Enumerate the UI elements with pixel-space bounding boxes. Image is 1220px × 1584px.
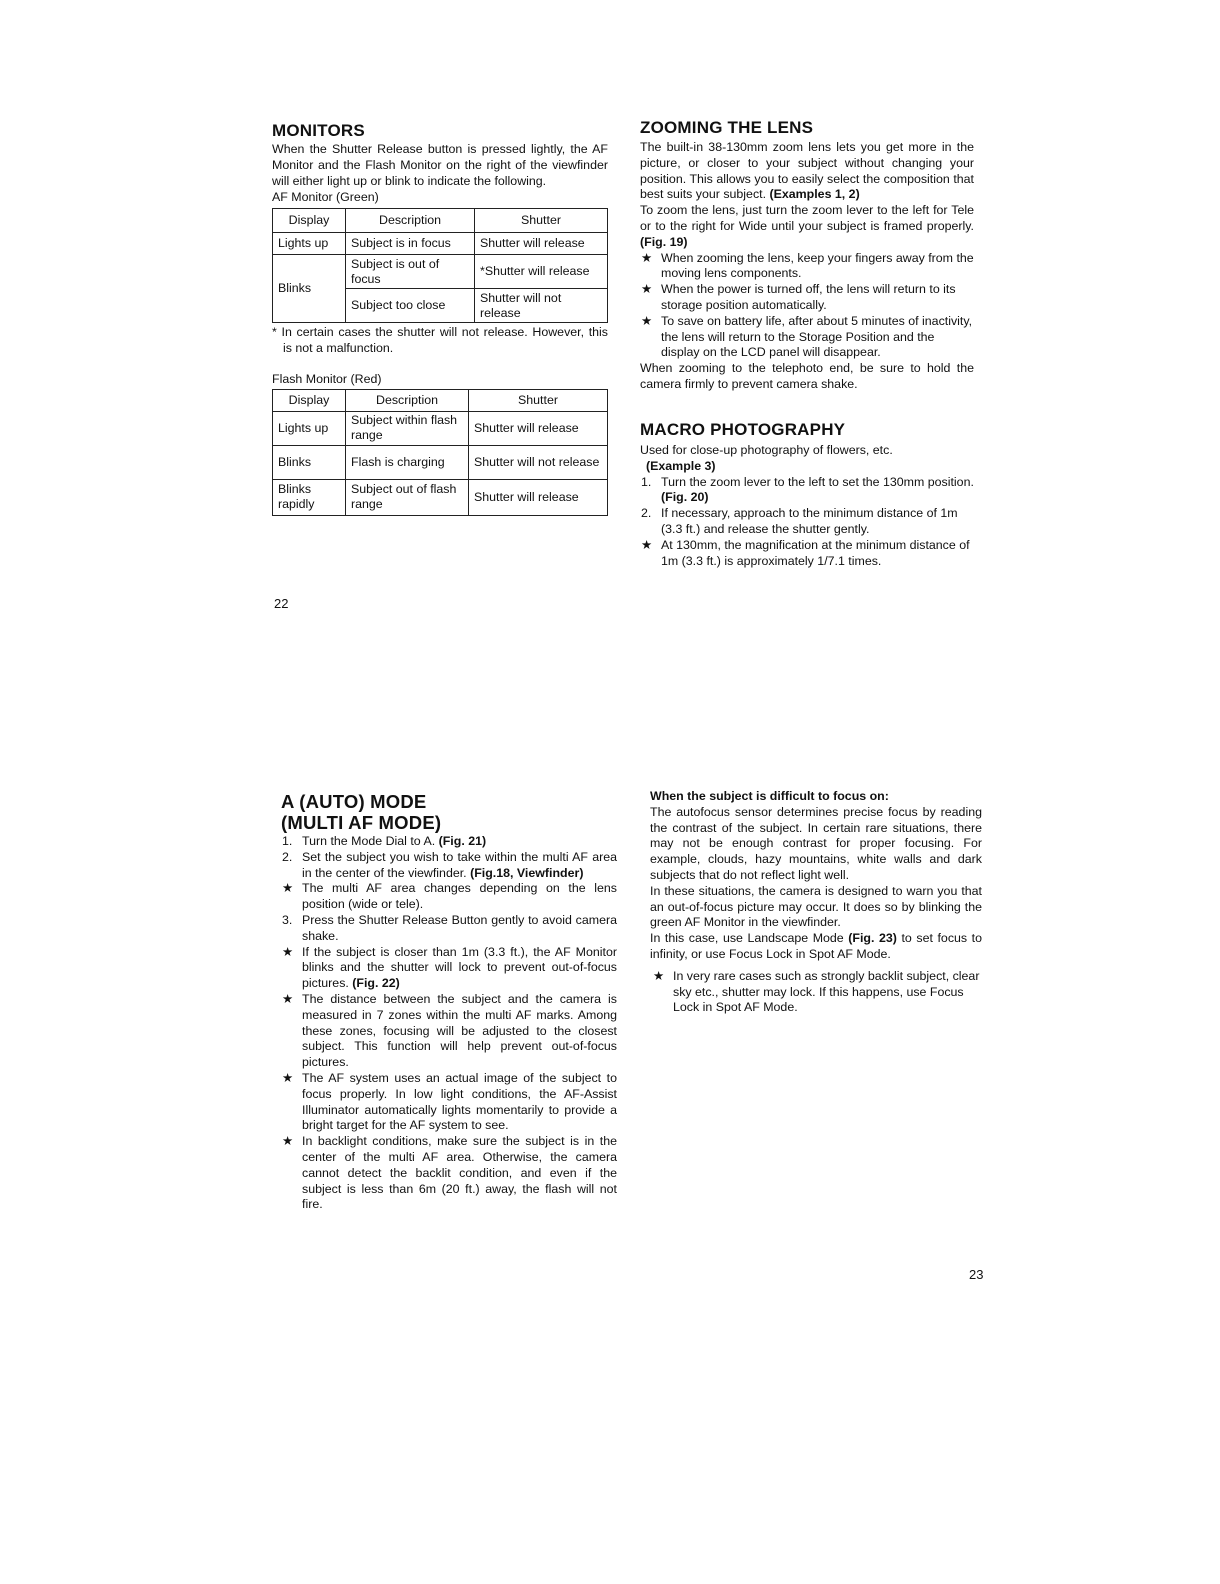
- zooming-para-ref: (Fig. 19): [640, 234, 688, 249]
- table-cell: Lights up: [273, 411, 346, 445]
- auto-mode-section: [281, 791, 617, 1213]
- auto-mode-title: A (AUTO) MODE: [281, 791, 427, 812]
- table-cell: Blinks: [273, 255, 346, 323]
- macro-steps: [640, 475, 974, 570]
- list-item: [281, 1134, 617, 1213]
- list-item-text: Turn the zoom lever to the left to set the 130mm position.: [661, 474, 974, 489]
- list-item-text: In very rare cases such as strongly backlit subject, clear sky etc., shutter may lock. If this happens, use Focus Lock in Spot AF Mode.: [673, 968, 980, 1015]
- list-item-ref: (Fig. 21): [438, 834, 487, 848]
- star-icon: ★: [282, 944, 294, 959]
- macro-intro: Used for close-up photography of flowers, etc.: [640, 443, 893, 457]
- step-number: 2.: [282, 849, 293, 864]
- flash-monitor-caption: Flash Monitor (Red): [272, 371, 382, 386]
- table-cell: Blinks rapidly: [273, 479, 346, 515]
- list-item-text: When the power is turned off, the lens will return to its storage position automatically.: [661, 282, 956, 312]
- zooming-para-ref: (Examples 1, 2): [769, 187, 860, 202]
- table-row: [273, 233, 608, 255]
- star-icon: ★: [641, 250, 653, 265]
- flash-monitor-table: [272, 389, 608, 516]
- macro-intro-ref: (Example 3): [646, 458, 716, 473]
- step-number: 2.: [641, 506, 652, 521]
- table-cell: Shutter will release: [475, 233, 608, 255]
- list-item-text: When zooming the lens, keep your fingers away from the moving lens components.: [661, 250, 974, 281]
- list-item: [640, 314, 974, 361]
- star-icon: ★: [641, 282, 653, 297]
- table-header: Display: [273, 209, 346, 233]
- zooming-para: [640, 140, 974, 203]
- list-item: [640, 506, 974, 538]
- monitors-title: MONITORS: [272, 121, 365, 140]
- difficult-focus-section: [650, 789, 982, 1016]
- list-item-text: In backlight conditions, make sure the subject is in the center of the multi AF area. Otherwise, the camera cannot detect the backlit condition, and even if the subject is less than 6m (20 ft.) away, the flash will not fire.: [302, 1134, 617, 1212]
- list-item-text: The multi AF area changes depending on the lens position (wide or tele).: [302, 881, 617, 912]
- zooming-para-text: The built-in 38-130mm zoom lens lets you get more in the picture, or closer to your subject without changing your position. This allows you to easily select the composition that best suits your subject.: [640, 140, 974, 202]
- list-item-text: If the subject is closer than 1m (3.3 ft.), the AF Monitor blinks and the shutter will lock to prevent out-of-focus pictures.: [302, 944, 617, 991]
- list-item-text: At 130mm, the magnification at the minimum distance of 1m (3.3 ft.) is approximately 1/7.1 times.: [661, 537, 970, 568]
- table-cell: Shutter will not release: [475, 289, 608, 323]
- list-item: [640, 538, 974, 570]
- star-icon: ★: [653, 968, 665, 983]
- list-item-ref: (Fig.18, Viewfinder): [470, 865, 584, 880]
- table-header: Shutter: [469, 389, 608, 411]
- zooming-para: When zooming to the telephoto end, be sure to hold the camera firmly to prevent camera shake.: [640, 361, 974, 391]
- list-item-text: Turn the Mode Dial to A.: [302, 834, 436, 848]
- star-icon: ★: [282, 1134, 294, 1149]
- zooming-title: ZOOMING THE LENS: [640, 118, 814, 137]
- table-header: Description: [346, 389, 469, 411]
- list-item-text: To save on battery life, after about 5 minutes of inactivity, the lens will return to the Storage Position and the display on the LCD panel will disappear.: [661, 313, 973, 360]
- table-row: [273, 479, 608, 515]
- af-monitor-table: [272, 208, 608, 323]
- table-cell: Subject is out of focus: [346, 255, 475, 289]
- table-cell: Subject within flash range: [346, 411, 469, 445]
- table-cell: Shutter will release: [469, 411, 608, 445]
- step-number: 1.: [282, 834, 293, 848]
- monitors-intro: When the Shutter Release button is pressed lightly, the AF Monitor and the Flash Monitor on the right of the viewfinder will either light up or blink to indicate the following.: [272, 142, 608, 188]
- table-header: Description: [346, 209, 475, 233]
- list-item: [281, 850, 617, 882]
- star-icon: ★: [641, 313, 653, 328]
- table-cell: Shutter will release: [469, 479, 608, 515]
- macro-title: MACRO PHOTOGRAPHY: [640, 420, 846, 439]
- list-item-text: The AF system uses an actual image of the subject to focus properly. In low light conditions, the AF-Assist Illuminator automatically lights momentarily to provide a bright target for the AF system to see.: [302, 1070, 617, 1133]
- table-cell: Blinks: [273, 445, 346, 479]
- difficult-focus-para: In these situations, the camera is designed to warn you that an out-of-focus picture may occur. It does so by blinking the green AF Monitor in the viewfinder.: [650, 883, 982, 930]
- monitors-section: [272, 121, 608, 516]
- step-number: 3.: [282, 912, 293, 927]
- list-item: [281, 1071, 617, 1134]
- list-item-text: Set the subject you wish to take within the multi AF area in the center of the viewfinder.: [302, 849, 617, 880]
- list-item: [281, 881, 617, 913]
- list-item: [281, 945, 617, 992]
- difficult-focus-bullets: [650, 969, 982, 1016]
- table-cell: Shutter will not release: [469, 445, 608, 479]
- list-item-text: The distance between the subject and the camera is measured in 7 zones within the multi AF marks. Among these zones, focusing will be adjusted to the closest subject. This function will help prevent out-of-focus pictures.: [302, 991, 617, 1070]
- star-icon: ★: [641, 537, 653, 552]
- list-item: [640, 475, 974, 507]
- table-header: Shutter: [475, 209, 608, 233]
- list-item: [640, 251, 974, 283]
- difficult-focus-text: In this case, use Landscape Mode: [650, 931, 844, 946]
- zooming-para: [640, 203, 974, 250]
- list-item-ref: (Fig. 22): [352, 976, 400, 991]
- table-row: [273, 411, 608, 445]
- zooming-bullets: [640, 251, 974, 362]
- step-number: 1.: [641, 474, 652, 489]
- table-header: Display: [273, 389, 346, 411]
- monitors-note: * In certain cases the shutter will not release. However, this is not a malfunction.: [272, 325, 608, 355]
- difficult-focus-para: The autofocus sensor determines precise focus by reading the contrast of the subject. In certain rare situations, there may not be enough contrast for proper focusing. For example, clouds, hazy mountains, white walls and dark subjects that do not reflect light well.: [650, 804, 982, 882]
- list-item: [281, 834, 617, 850]
- table-cell: Subject is in focus: [346, 233, 475, 255]
- list-item: [652, 969, 982, 1016]
- star-icon: ★: [282, 881, 294, 896]
- difficult-focus-para: [650, 931, 982, 963]
- star-icon: ★: [282, 1070, 294, 1085]
- list-item-text: Press the Shutter Release Button gently to avoid camera shake.: [302, 912, 617, 943]
- star-icon: ★: [282, 991, 294, 1006]
- table-cell: Lights up: [273, 233, 346, 255]
- list-item-text: If necessary, approach to the minimum distance of 1m (3.3 ft.) and release the shutter gently.: [661, 506, 958, 536]
- page-number: 23: [969, 1267, 984, 1282]
- list-item-ref: (Fig. 20): [661, 490, 709, 505]
- difficult-focus-ref: (Fig. 23): [848, 931, 897, 946]
- table-row: [273, 445, 608, 479]
- auto-mode-subtitle: (MULTI AF MODE): [281, 812, 442, 833]
- list-item: [640, 282, 974, 314]
- table-cell: Subject out of flash range: [346, 479, 469, 515]
- auto-mode-steps: [281, 834, 617, 1213]
- list-item: [281, 913, 617, 945]
- difficult-focus-text: to set focus to infinity, or use Focus Lock in Spot AF Mode.: [650, 931, 983, 961]
- table-cell: *Shutter will release: [475, 255, 608, 289]
- page-number: 22: [274, 596, 289, 611]
- difficult-focus-heading: When the subject is difficult to focus on:: [650, 789, 889, 803]
- macro-section: [640, 420, 974, 569]
- table-row: [273, 255, 608, 289]
- zooming-para-text: To zoom the lens, just turn the zoom lever to the left for Tele or to the right for Wide until your subject is framed properly.: [640, 203, 974, 233]
- list-item: [281, 992, 617, 1071]
- table-cell: Subject too close: [346, 289, 475, 323]
- zooming-section: [640, 118, 974, 393]
- table-cell: Flash is charging: [346, 445, 469, 479]
- af-monitor-caption: AF Monitor (Green): [272, 190, 379, 205]
